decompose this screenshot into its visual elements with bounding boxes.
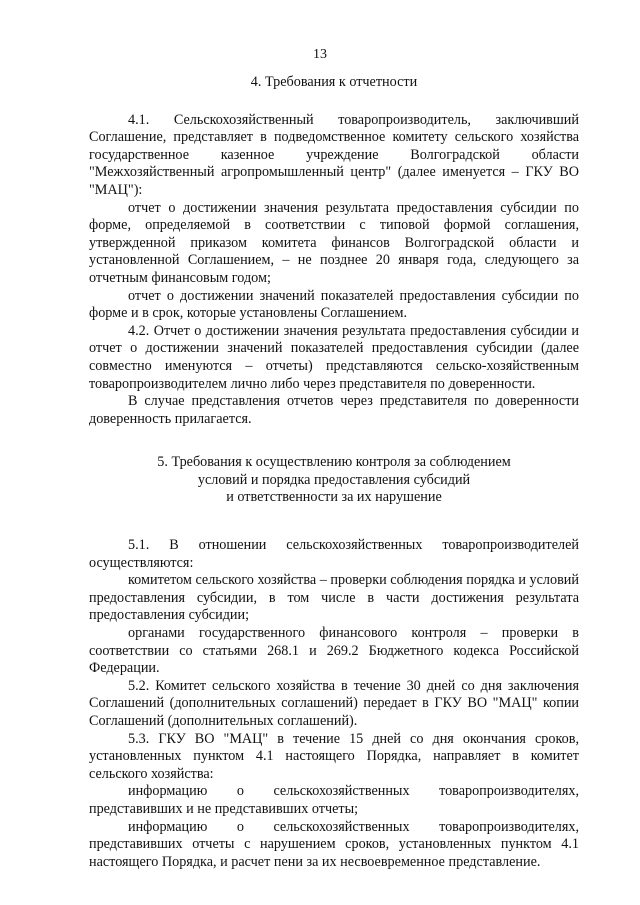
paragraph-4-1-report-indicators: отчет о достижении значений показателей предоставления субсидии по форме и в срок, которые установлены Соглашением. (89, 287, 579, 322)
paragraph-5-1: 5.1. В отношении сельскохозяйственных товаропроизводителей осуществляются: (89, 537, 579, 571)
section-5-heading (89, 454, 579, 507)
paragraph-4-2-power-of-attorney: В случае представления отчетов через представителя по доверенности доверенность прилагается. (89, 393, 579, 427)
section-5-heading-line: и ответственности за их нарушение (226, 489, 442, 506)
paragraph-5-3-info-submitted: информацию о сельскохозяйственных товаропроизводителях, представивших и не представивших отчеты; (89, 783, 579, 817)
paragraph-5-1-financial-control: органами государственного финансового контроля – проверки в соответствии со статьями 268.1 и 269.2 Бюджетного кодекса Российской Федерации. (89, 625, 579, 677)
section-5-heading-line: условий и порядка предоставления субсидий (197, 471, 471, 488)
paragraph-4-1: 4.1. Сельскохозяйственный товаропроизводитель, заключивший Соглашение, представляет в подведомственное комитету сельского хозяйства государственное казенное учреждение Волгоградской области "Межхозяйственный агропромышленный центр" (далее именуется – ГКУ ВО "МАЦ"): (89, 111, 579, 198)
document-body (89, 74, 579, 871)
paragraph-5-2: 5.2. Комитет сельского хозяйства в течение 30 дней со дня заключения Соглашений (дополнительных соглашений) передает в ГКУ ВО "МАЦ" копии Соглашений (дополнительных соглашений). (89, 677, 579, 729)
paragraph-5-3-info-late: информацию о сельскохозяйственных товаропроизводителях, представивших отчеты с нарушением сроков, установленных пунктом 4.1 настоящего Порядка, и расчет пени за их несвоевременное представление. (89, 818, 579, 870)
paragraph-5-1-committee-checks: комитетом сельского хозяйства – проверки соблюдения порядка и условий предоставления субсидии, в том числе в части достижения результата предоставления субсидии; (89, 572, 579, 624)
paragraph-4-2: 4.2. Отчет о достижении значения результата предоставления субсидии и отчет о достижении значений показателей предоставления субсидии (далее совместно именуются – отчеты) представляются сельско-хозяйственным товаропроизводителем лично либо через представителя по доверенности. (89, 322, 579, 392)
page-number: 13 (313, 47, 327, 62)
section-4-heading: 4. Требования к отчетности (250, 74, 418, 90)
paragraph-5-3: 5.3. ГКУ ВО "МАЦ" в течение 15 дней со дня окончания сроков, установленных пунктом 4.1 настоящего Порядка, направляет в комитет сельского хозяйства: (89, 730, 579, 782)
section-5-heading-line: 5. Требования к осуществлению контроля за соблюдением (157, 454, 511, 471)
paragraph-4-1-report-result: отчет о достижении значения результата предоставления субсидии по форме, определяемой в соответствии с типовой формой соглашения, утвержденной приказом комитета финансов Волгоградской области и установленной Соглашением, – не позднее 20 января года, следующего за отчетным финансовым годом; (89, 199, 579, 286)
